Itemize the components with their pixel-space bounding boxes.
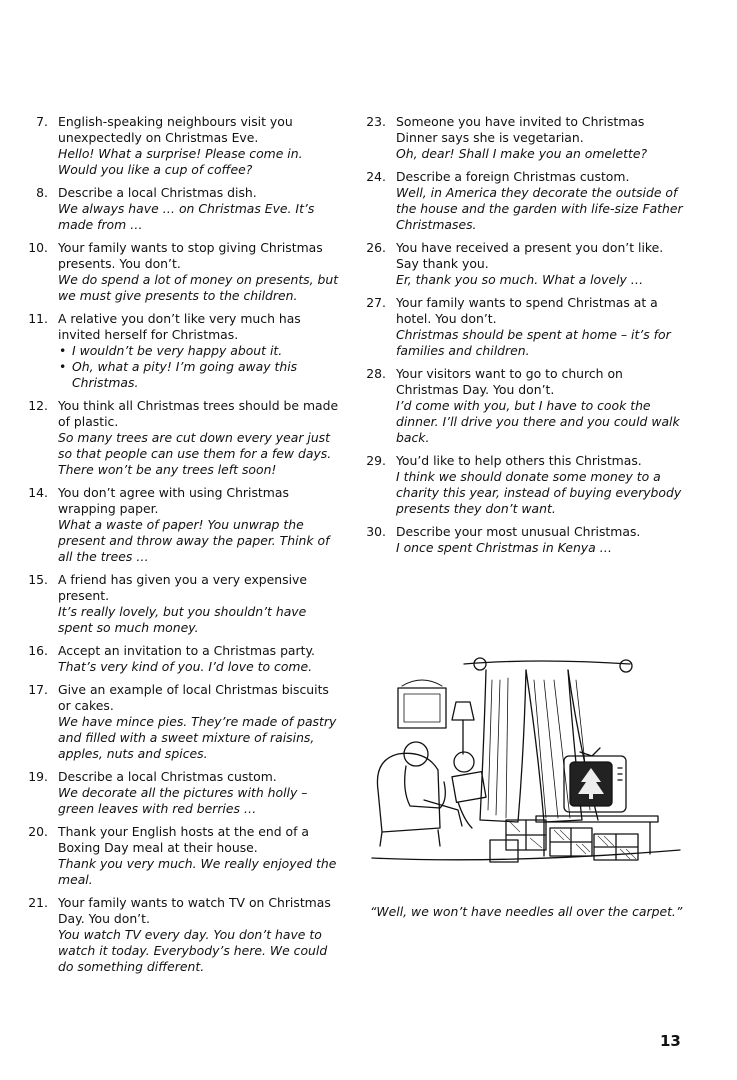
- item-number: 12.: [28, 398, 48, 413]
- item-number: 26.: [366, 240, 386, 255]
- item-prompt: Your family wants to watch TV on Christmas Day. You don’t.: [58, 895, 331, 926]
- item-number: 29.: [366, 453, 386, 468]
- answer-bullet: • I wouldn’t be very happy about it.: [72, 343, 344, 359]
- item-prompt: Someone you have invited to Christmas Dinner says she is vegetarian.: [396, 114, 645, 145]
- item-answer: I’d come with you, but I have to cook the dinner. I’ll drive you there and you could walk back.: [396, 398, 680, 445]
- item-prompt: Your visitors want to go to church on Christmas Day. You don’t.: [396, 366, 623, 397]
- item-answer: Thank you very much. We really enjoyed the meal.: [58, 856, 337, 887]
- item-prompt: English-speaking neighbours visit you unexpectedly on Christmas Eve.: [58, 114, 293, 145]
- list-item: [28, 643, 344, 675]
- item-prompt: You don’t agree with using Christmas wrapping paper.: [58, 485, 289, 516]
- item-answer: Er, thank you so much. What a lovely …: [396, 272, 644, 287]
- item-prompt: You think all Christmas trees should be made of plastic.: [58, 398, 339, 429]
- list-item: [366, 295, 686, 359]
- item-prompt: Your family wants to spend Christmas at a hotel. You don’t.: [396, 295, 658, 326]
- left-column: [28, 114, 344, 982]
- item-answer: We decorate all the pictures with holly – green leaves with red berries …: [58, 785, 308, 816]
- item-prompt: Describe your most unusual Christmas.: [396, 524, 641, 539]
- answer-bullet-list: [58, 343, 344, 391]
- list-item: [28, 485, 344, 565]
- right-column: [366, 114, 686, 563]
- item-answer: Oh, dear! Shall I make you an omelette?: [396, 146, 648, 161]
- item-prompt: Describe a local Christmas dish.: [58, 185, 257, 200]
- item-answer: Well, in America they decorate the outside of the house and the garden with life-size Father Christmases.: [396, 185, 683, 232]
- item-number: 21.: [28, 895, 48, 910]
- list-item: [28, 398, 344, 478]
- item-answer: Christmas should be spent at home – it’s for families and children.: [396, 327, 671, 358]
- bow-right-icon: [620, 660, 632, 672]
- list-item: [366, 114, 686, 162]
- item-prompt: Describe a local Christmas custom.: [58, 769, 277, 784]
- item-answer: What a waste of paper! You unwrap the present and throw away the paper. Think of all the trees …: [58, 517, 330, 564]
- item-number: 19.: [28, 769, 48, 784]
- item-number: 16.: [28, 643, 48, 658]
- item-number: 30.: [366, 524, 386, 539]
- item-number: 17.: [28, 682, 48, 697]
- list-item: [366, 169, 686, 233]
- bow-left-icon: [474, 658, 486, 670]
- list-item: [28, 311, 344, 391]
- woman-head-icon: [454, 752, 474, 772]
- item-answer: We always have … on Christmas Eve. It’s made from …: [58, 201, 315, 232]
- item-number: 10.: [28, 240, 48, 255]
- item-number: 14.: [28, 485, 48, 500]
- item-prompt: A relative you don’t like very much has invited herself for Christmas.: [58, 311, 301, 342]
- item-number: 23.: [366, 114, 386, 129]
- list-item: [366, 240, 686, 288]
- item-number: 27.: [366, 295, 386, 310]
- item-prompt: You have received a present you don’t like. Say thank you.: [396, 240, 664, 271]
- item-answer: We have mince pies. They’re made of pastry and filled with a sweet mixture of raisins, apples, nuts and spices.: [58, 714, 337, 761]
- item-prompt: Describe a foreign Christmas custom.: [396, 169, 630, 184]
- answer-bullet: • Oh, what a pity! I’m going away this Christmas.: [72, 359, 344, 391]
- item-number: 11.: [28, 311, 48, 326]
- item-prompt: Give an example of local Christmas biscuits or cakes.: [58, 682, 329, 713]
- item-prompt: Thank your English hosts at the end of a Boxing Day meal at their house.: [58, 824, 310, 855]
- item-answer: It’s really lovely, but you shouldn’t have spent so much money.: [58, 604, 307, 635]
- item-number: 20.: [28, 824, 48, 839]
- item-prompt: Accept an invitation to a Christmas party.: [58, 643, 315, 658]
- item-answer: Hello! What a surprise! Please come in. Would you like a cup of coffee?: [58, 146, 303, 177]
- list-item: [366, 524, 686, 556]
- list-item: [28, 824, 344, 888]
- item-number: 28.: [366, 366, 386, 381]
- list-item: [28, 682, 344, 762]
- item-number: 7.: [36, 114, 48, 129]
- list-item: [28, 240, 344, 304]
- item-number: 15.: [28, 572, 48, 587]
- item-number: 8.: [36, 185, 48, 200]
- page-number: 13: [660, 1032, 681, 1050]
- item-prompt: A friend has given you a very expensive present.: [58, 572, 307, 603]
- item-answer: I once spent Christmas in Kenya …: [396, 540, 613, 555]
- item-answer: We do spend a lot of money on presents, but we must give presents to the children.: [58, 272, 339, 303]
- list-item: [366, 366, 686, 446]
- item-answer: That’s very kind of you. I’d love to come.: [58, 659, 313, 674]
- item-answer: I think we should donate some money to a charity this year, instead of buying everybody presents they don’t want.: [396, 469, 682, 516]
- list-item: [28, 185, 344, 233]
- list-item: [28, 769, 344, 817]
- item-prompt: Your family wants to stop giving Christmas presents. You don’t.: [58, 240, 323, 271]
- cartoon-caption: “Well, we won’t have needles all over the carpet.”: [370, 904, 683, 919]
- item-prompt: You’d like to help others this Christmas.: [396, 453, 642, 468]
- item-answer: You watch TV every day. You don’t have to watch it today. Everybody’s here. We could do something different.: [58, 927, 328, 974]
- list-item: [366, 453, 686, 517]
- list-item: [28, 114, 344, 178]
- item-number: 24.: [366, 169, 386, 184]
- item-answer: So many trees are cut down every year just so that people can use them for a few days. There won’t be any trees left soon!: [58, 430, 332, 477]
- list-item: [28, 895, 344, 975]
- christmas-tv-cartoon: [368, 650, 686, 892]
- list-item: [28, 572, 344, 636]
